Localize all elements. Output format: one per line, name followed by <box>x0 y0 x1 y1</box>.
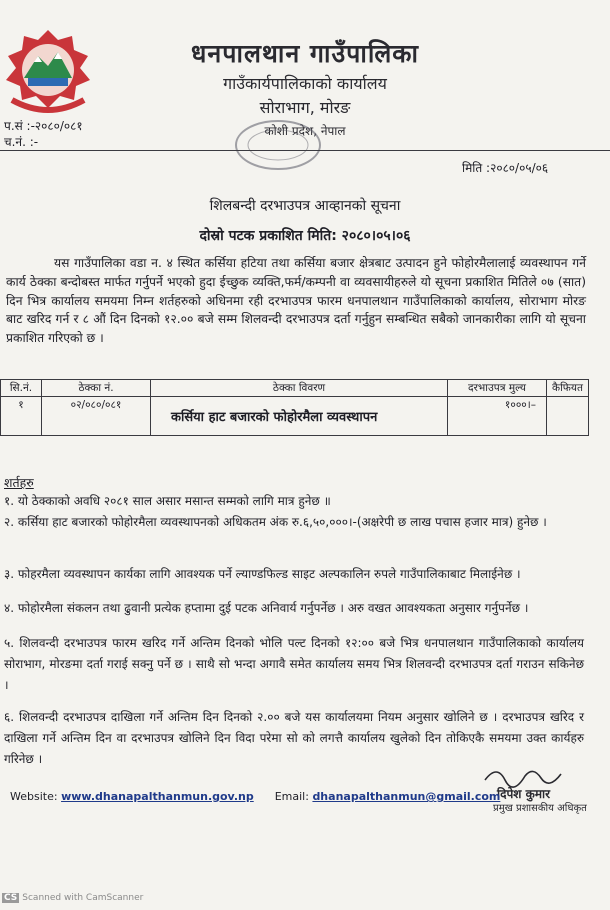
condition-item: ५. शिलवन्दी दरभाउपत्र फारम खरिद गर्ने अन्तिम दिनको भोलि पल्ट दिनको १२:०० बजे भित्र धनपालथान गाउँपालिकाको कार्यालय सोराभाग, मोरङमा दर्ता गराई सक्नु पर्ने छ । साथै सो भन्दा अगावै समेत कार्यालय समय भित्र शिलवन्दी दरभाउपत्र दर्ता गराउन सकिनेछ । <box>4 636 584 692</box>
office-stamp-icon <box>232 116 324 174</box>
table-row <box>1 397 589 436</box>
website-label: Website: <box>10 790 58 803</box>
condition-item: २. कर्सिया हाट बजारको फोहोरमैला व्यवस्थापनको अधिकतम अंक रु.६,५०,०००।-(अक्षरेपी छ लाख पचास हजार मात्र) हुनेछ । <box>4 515 547 529</box>
col-serial: सि.नं. <box>1 380 42 397</box>
col-remarks: कैफियत <box>547 380 589 397</box>
header-divider <box>0 150 610 151</box>
signatory-title: प्रमुख प्रशासकीय अधिकृत <box>493 803 587 814</box>
scanner-watermark <box>2 893 143 903</box>
col-price: दरभाउपत्र मुल्य <box>448 380 547 397</box>
condition-item: ३. फोहरमैला व्यवस्थापन कार्यका लागि आवश्यक पर्ने ल्याण्डफिल्ड साइट अल्पकालिन रुपले गाउँपालिकाबाट मिलाईनेछ । <box>4 567 521 581</box>
condition-item: ६. शिलवन्दी दरभाउपत्र दाखिला गर्ने अन्तिम दिन दिनको २.०० बजे यस कार्यालयमा नियम अनुसार खोलिने छ । दरभाउपत्र खरिद र दाखिला गर्ने अन्तिम दिन वा दरभाउपत्र खोलिने दिन विदा परेमा सो को लगत्तै कार्यालय खुलेको दिन तोकिएकै समयमा उक्त कार्यहरु गरिनेछ । <box>4 710 584 766</box>
table-header-row <box>1 380 589 397</box>
notice-date: मिति :२०८०/०५/०६ <box>462 161 549 175</box>
camscanner-logo-icon: CS <box>4 893 18 903</box>
publication-date: दोस्रो पटक प्रकाशित मिति: २०८०।०५।०६ <box>199 228 411 244</box>
email-label: Email: <box>274 790 309 803</box>
email-link[interactable]: dhanapalthanmun@gmail.com <box>312 790 501 803</box>
col-contract-no: ठेक्का नं. <box>42 380 151 397</box>
office-location: सोराभाग, मोरङ <box>259 98 351 117</box>
cell-contract-no: ०२/०८०/०८१ <box>42 397 151 436</box>
website-link[interactable]: www.dhanapalthanmun.gov.np <box>61 790 254 803</box>
col-description: ठेक्का विवरण <box>151 380 448 397</box>
office-name: गाउँकार्यपालिकाको कार्यालय <box>223 74 387 93</box>
footer <box>10 790 500 803</box>
province-name: कोशी प्रदेश, नेपाल <box>264 124 346 138</box>
cell-serial: १ <box>1 397 42 436</box>
tender-table <box>0 379 589 436</box>
conditions-heading: शर्तहरु <box>4 475 34 490</box>
condition-item: ४. फोहोरमैला संकलन तथा ढुवानी प्रत्येक हप्तामा दुई पटक अनिवार्य गर्नुपर्नेछ । अरु वखत आवश्यकता अनुसार गर्नुपर्नेछ । <box>4 601 529 615</box>
notice-title: शिलबन्दी दरभाउपत्र आव्हानको सूचना <box>209 198 401 214</box>
dispatch-number: च.नं. :- <box>4 135 39 149</box>
signature-stamp <box>475 762 610 814</box>
cell-description: कर्सिया हाट बजारको फोहोरमैला व्यवस्थापन <box>151 397 448 436</box>
cell-price: १०००।– <box>448 397 547 436</box>
municipality-name: धनपालथान गाउँपालिका <box>191 39 419 68</box>
condition-item: १. यो ठेक्काको अवधि २०८१ साल असार मसान्त सम्मको लागि मात्र हुनेछ ॥ <box>4 494 331 508</box>
signatory-name: दिपेश कुमार <box>497 787 551 801</box>
cell-remarks <box>547 397 589 436</box>
scanner-note: Scanned with CamScanner <box>22 893 144 903</box>
reference-number: प.सं :-२०८०/०८१ <box>4 119 83 133</box>
notice-body: यस गाउँपालिका वडा न. ४ स्थित कर्सिया हटिया तथा कर्सिया बजार क्षेत्रबाट उत्पादन हुने फोहोरमैलालाई व्यवस्थापन गर्ने कार्य ठेक्का बन्दोबस्त मार्फत गर्नुपर्ने भएको हुदा ईच्छुक व्यक्ति,फर्म/कम्पनी वा व्यवसायीहरुले यो सूचना प्रकाशित मितिले ०७ (सात) दिन भित्र कार्यालय समयमा निम्न शर्तहरुको अधिनमा रही दरभाउपत्र फारम धनपालथान गाउँपालिकाको कार्यालय, सोराभाग मोरङ बाट खरिद गर्न र ८ औं दिन दिनको १२.०० बजे सम्म शिलवन्दी दरभाउपत्र दर्ता गर्नुहुन सम्बन्धित सबैको जानकारीका लागि यो सूचना प्रकाशित गरिएको छ । <box>6 256 586 346</box>
